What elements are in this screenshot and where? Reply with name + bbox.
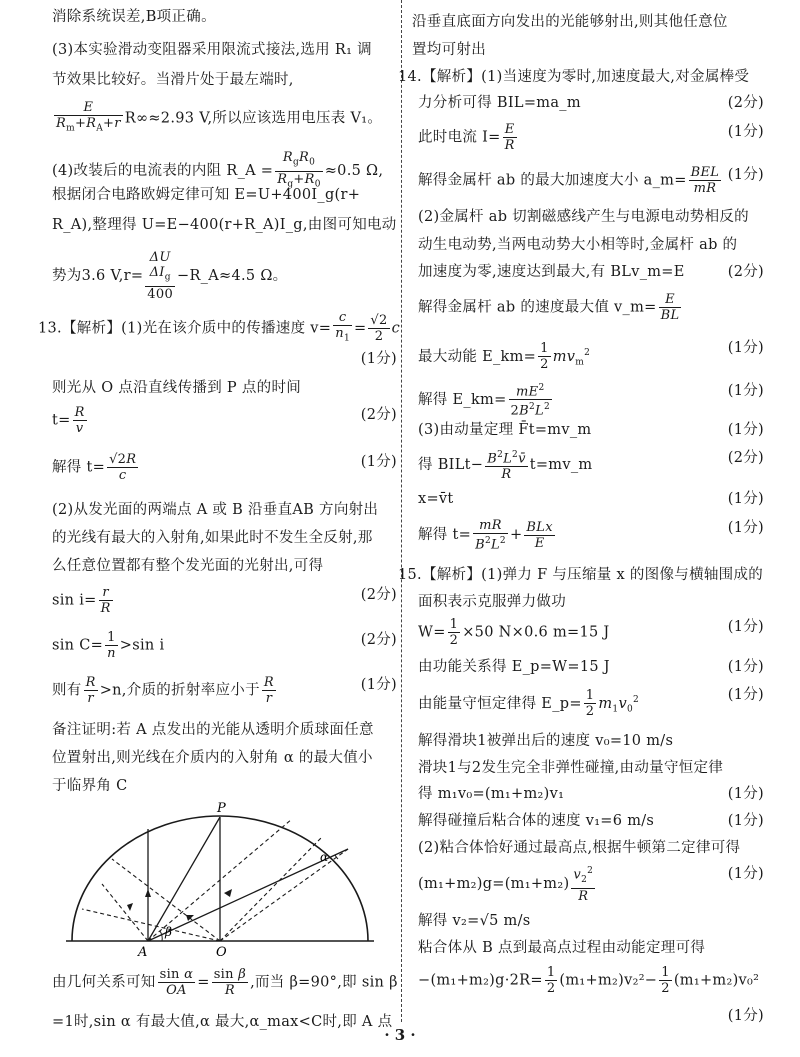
fraction: $\frac{E}{R}$ — [504, 122, 515, 153]
text-span: 解得金属杆 ab 的最大加速度大小 a_m= — [418, 172, 687, 189]
text-span: (m₁+m₂)v₀² — [673, 972, 760, 989]
text-line: 则光从 O 点沿直线传播到 P 点的时间 — [52, 380, 302, 396]
formula-line — [418, 657, 764, 677]
text-span: 则有 — [52, 682, 82, 699]
text-span: ≈0.5 Ω, — [324, 163, 384, 180]
text-span: 解得 t= — [418, 527, 472, 544]
label-alpha: α — [320, 850, 329, 864]
text-span: sin C= — [52, 637, 104, 654]
formula-line — [52, 630, 397, 661]
score-label: (2分) — [360, 407, 397, 423]
score-label: (1分) — [727, 659, 764, 675]
formula-line — [52, 452, 397, 483]
score-label: (1分) — [727, 687, 764, 703]
fraction: $\frac{R}{v}$ — [74, 405, 85, 436]
text-line: R_A),整理得 U=E−400(r+R_A)I_g,由图可知电动 — [52, 217, 397, 233]
formula-line — [418, 617, 764, 648]
question-15-head: 15.【解析】(1)弹力 F 与压缩量 x 的图像与横轴围成的 — [398, 567, 764, 583]
fraction: $\frac{R}{r}$ — [85, 675, 96, 706]
text-span: 势为3.6 V,r= — [52, 267, 144, 284]
formula-line — [418, 864, 764, 904]
fraction: ΔU $\Delta I_g$ 400 — [147, 250, 174, 302]
fraction: $\frac{1}{n}$ — [107, 630, 116, 661]
question-13-head: 13.【解析】(1)光在该介质中的传播速度 v= $\frac{c}{n_1}$ = $\frac{√2}{2}$ c — [38, 310, 397, 347]
text-span: 最大动能 E_km= — [418, 348, 537, 365]
text-span: (m₁+m₂)v₂²− — [559, 972, 658, 989]
text-span: 解得金属杆 ab 的速度最大值 v_m= — [418, 299, 657, 316]
fraction: $\frac{r}{R}$ — [100, 585, 111, 616]
text-line: 于临界角 C — [52, 778, 128, 794]
text-line: (2)从发光面的两端点 A 或 B 沿垂直AB 方向射出 — [52, 502, 379, 518]
text-line: 置均可射出 — [412, 42, 486, 58]
text-line: (3)本实验滑动变阻器采用限流式接法,选用 R₁ 调 — [52, 42, 372, 58]
text-span: t=mv_m — [529, 457, 593, 474]
text-span: (4)改装后的电流表的内阻 R_A = — [52, 163, 274, 180]
score-label: (1分) — [727, 619, 764, 635]
label-o: O — [216, 945, 227, 959]
fraction: $\frac{1}{2}$ — [661, 965, 670, 996]
fraction: $\frac{R_gR_0}{R_g+R_0}$ — [277, 150, 321, 190]
formula-line: 解得 t= $\frac{mR}{B^2L^2}$ + $\frac{\text{BLx}}{E}$ (1分) — [418, 518, 764, 553]
score-label: (2分) — [727, 450, 764, 466]
text-span: (m₁+m₂)g=(m₁+m₂) — [418, 875, 570, 892]
score-label: (1分) — [360, 351, 397, 367]
score-label: (1分) — [727, 383, 764, 399]
formula-line — [52, 585, 397, 616]
text-line: =1时,sin α 有最大值,α 最大,α_max<C时,即 A 点 — [52, 1014, 393, 1030]
formula-line — [52, 405, 397, 436]
formula-line — [418, 165, 764, 196]
formula-line: 最大动能 E_km= $\frac{1}{2}$ $mv_m^2$ (1分) — [418, 340, 764, 373]
text-span: 由几何关系可知 — [52, 974, 156, 991]
text-span: sin i= — [52, 592, 97, 609]
formula-line — [418, 811, 764, 831]
text-line: 备注证明:若 A 点发出的光能从透明介质球面任意 — [52, 722, 374, 738]
score-label: (1分) — [727, 124, 764, 140]
text-line: 么任意位置都有整个发光面的光射出,可得 — [52, 558, 324, 574]
fraction: $\frac{1}{2}$ — [449, 617, 459, 648]
text-span: W= — [418, 624, 446, 641]
fraction: $\frac{1}{2}$ — [585, 688, 595, 720]
text-span: R∞≈2.93 V,所以应该选用电压表 V₁。 — [124, 110, 383, 127]
text-span: ×50 N×0.6 m=15 J — [462, 624, 610, 641]
text-span: 解得碰撞后粘合体的速度 v₁=6 m/s — [418, 813, 655, 829]
text-line: 解得 v₂=√5 m/s — [418, 913, 531, 929]
text-span: 得 m₁v₀=(m₁+m₂)v₁ — [418, 786, 565, 802]
score-label: (1分) — [727, 167, 764, 183]
text-line: 位置射出,则光线在介质内的入射角 α 的最大值小 — [52, 750, 373, 766]
fraction: $\frac{√2}{2}$ — [370, 312, 388, 344]
formula-line — [418, 965, 764, 996]
score-label: (1分) — [727, 813, 764, 829]
text-line: 沿垂直底面方向发出的光能够射出,则其他任意位 — [412, 14, 728, 30]
fraction: $\frac{R}{r}$ — [263, 675, 274, 706]
fraction: $\frac{\text{sin β}}{R}$ — [213, 967, 247, 998]
formula-line — [418, 420, 764, 440]
text-line: 消除系统误差,B项正确。 — [52, 9, 216, 25]
formula-line — [418, 381, 764, 419]
text-span: 由能量守恒定律得 E_p= — [418, 695, 582, 712]
fraction: $\frac{1}{2}$ — [546, 965, 556, 996]
score-label: (1分) — [727, 422, 764, 438]
text-span: 13.【解析】(1)光在该介质中的传播速度 v= — [38, 320, 332, 337]
text-line: 动生电动势,当两电动势大小相等时,金属杆 ab 的 — [418, 237, 738, 253]
text-span: 加速度为零,速度达到最大,有 BLv_m=E — [418, 264, 685, 280]
formula-line — [52, 250, 397, 302]
text-span: >n,介质的折射率应小于 — [99, 682, 260, 699]
formula-line — [418, 489, 764, 509]
column-divider — [401, 0, 402, 1022]
label-a: A — [138, 945, 148, 959]
text-span: 此时电流 I= — [418, 129, 501, 146]
text-span: >sin i — [119, 637, 165, 654]
text-span: 由功能关系得 E_p=W=15 J — [418, 659, 610, 675]
formula-line — [418, 262, 764, 282]
text-span: 解得 E_km= — [418, 391, 507, 408]
page-number: · 3 · — [384, 1026, 416, 1044]
fraction: $\frac{v_2^2}{R}$ — [573, 866, 594, 904]
text-span: 解得 t= — [52, 459, 106, 476]
formula-line — [52, 100, 397, 137]
formula-line — [418, 93, 764, 113]
formula-line: 由能量守恒定律得 E_p= $\frac{1}{2}$ $m_1v_0^2$ (1分) — [418, 687, 764, 720]
formula-line — [418, 784, 764, 804]
text-span: ,而当 β=90°,即 sin β — [250, 974, 398, 991]
label-p: P — [217, 801, 226, 816]
fraction: $\frac{B^2L^2v̄}{R}$ — [487, 450, 526, 483]
score-label: (1分) — [727, 1008, 764, 1024]
score-label: (2分) — [727, 264, 764, 280]
score-label: (1分) — [727, 520, 764, 536]
text-line: 滑块1与2发生完全非弹性碰撞,由动量守恒定律 — [418, 760, 724, 776]
text-span: −(m₁+m₂)g·2R= — [418, 972, 543, 989]
fraction: $\frac{\text{BEL}}{mR}$ — [690, 165, 720, 196]
fraction: $\frac{√2R}{c}$ — [109, 452, 137, 483]
score-label: (1分) — [360, 454, 397, 470]
text-span: x=v̄t — [418, 491, 454, 507]
formula-line: 由几何关系可知 $\frac{\text{sin α}}{OA}$ = $\frac{\text{sin β}}{R}$ ,而当 β=90°,即 sin β — [52, 967, 398, 998]
text-span: t= — [52, 412, 71, 429]
label-beta: β — [165, 925, 172, 939]
text-line: 节效果比较好。当滑片处于最左端时, — [52, 72, 294, 88]
fraction: $\frac{mE^2}{2B^2L^2}$ — [510, 383, 550, 419]
semicircle-diagram — [52, 799, 397, 959]
formula-line — [418, 292, 764, 323]
text-span: −R_A≈4.5 Ω。 — [177, 267, 288, 284]
fraction: $\frac{\text{BLx}}{E}$ — [526, 519, 553, 551]
text-line: 解得滑块1被弹出后的速度 v₀=10 m/s — [418, 733, 674, 749]
formula-line — [418, 448, 764, 482]
fraction: $\frac{mR}{B^2L^2}$ — [475, 518, 506, 553]
fraction: $\frac{E}{R_m+R_A+r}$ — [56, 100, 121, 134]
text-span: 得 BILt− — [418, 457, 484, 474]
text-line: (2)粘合体恰好通过最高点,根据牛顿第二定律可得 — [418, 840, 741, 856]
fraction: $\frac{\text{sin α}}{OA}$ — [159, 967, 194, 998]
formula-line — [418, 122, 764, 153]
text-line: 根据闭合电路欧姆定律可知 E=U+400I_g(r+ — [52, 187, 361, 203]
text-line: 粘合体从 B 点到最高点过程由动能定理可得 — [418, 940, 706, 956]
text-line: 面积表示克服弹力做功 — [418, 594, 566, 610]
text-span: (3)由动量定理 F̄t=mv_m — [418, 422, 592, 438]
question-14-head: 14.【解析】(1)当速度为零时,加速度最大,对金属棒受 — [398, 69, 750, 85]
fraction: $\frac{E}{BL}$ — [660, 292, 680, 323]
score-label: (1分) — [360, 677, 397, 693]
score-label: (1分) — [727, 491, 764, 507]
text-line: (2)金属杆 ab 切割磁感线产生与电源电动势相反的 — [418, 209, 749, 225]
score-label: (1分) — [727, 786, 764, 802]
score-label: (2分) — [360, 587, 397, 603]
score-label: (2分) — [727, 95, 764, 111]
text-line: 的光线有最大的入射角,如果此时不发生全反射,那 — [52, 530, 373, 546]
fraction: $\frac{c}{n_1}$ — [335, 310, 350, 344]
score-label: (1分) — [727, 866, 764, 882]
score-label: (2分) — [360, 632, 397, 648]
score-label: (1分) — [727, 340, 764, 356]
text-span: 力分析可得 BIL=ma_m — [418, 95, 581, 111]
formula-line — [52, 675, 397, 706]
fraction: $\frac{1}{2}$ — [540, 341, 549, 373]
